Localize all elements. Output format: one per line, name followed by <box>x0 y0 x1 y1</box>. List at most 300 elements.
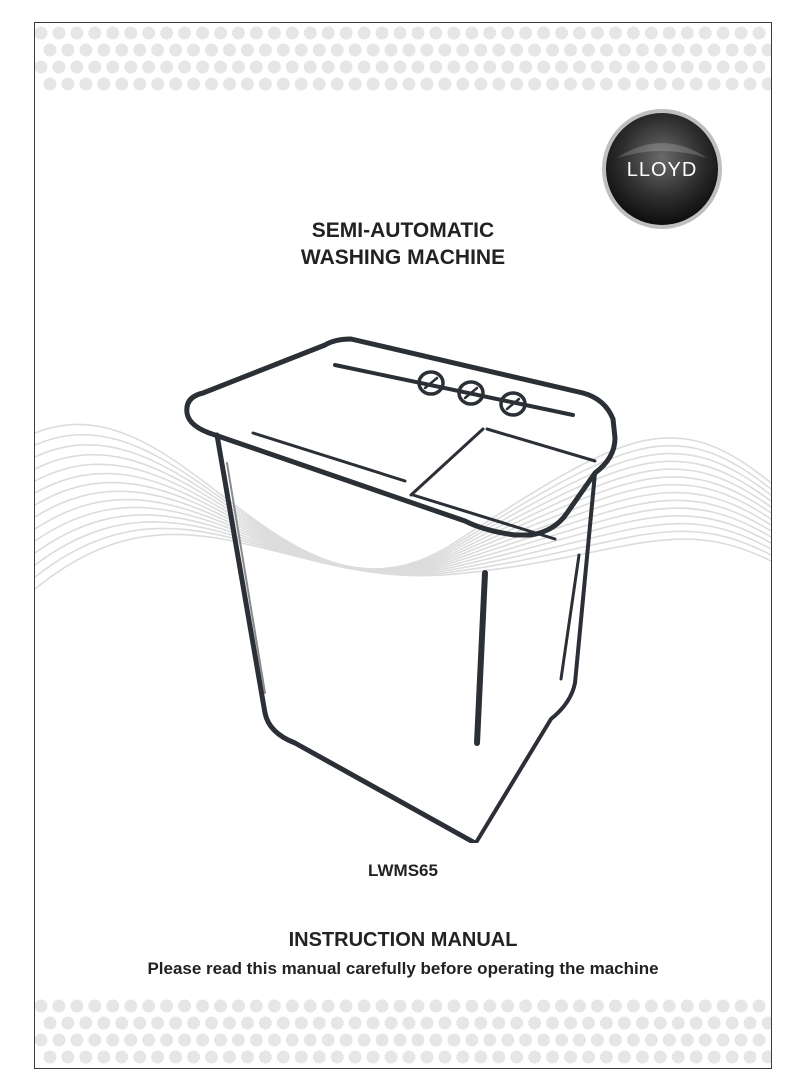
pattern-dot <box>313 1017 326 1030</box>
pattern-dot <box>187 1017 200 1030</box>
pattern-dot <box>699 27 712 40</box>
cover-title-line1: SEMI-AUTOMATIC <box>311 219 495 242</box>
pattern-dot <box>151 1017 164 1030</box>
pattern-dot <box>124 61 137 74</box>
pattern-dot <box>528 44 541 57</box>
pattern-dot <box>106 61 119 74</box>
pattern-dot <box>295 1017 308 1030</box>
pattern-dot <box>35 1000 47 1013</box>
pattern-dot <box>35 27 47 40</box>
pattern-dot <box>726 1051 739 1064</box>
pattern-dot <box>124 1034 137 1047</box>
pattern-dot <box>61 1017 74 1030</box>
pattern-dot <box>474 78 487 91</box>
pattern-dot <box>456 78 469 91</box>
pattern-dot <box>474 1051 487 1064</box>
pattern-dot <box>160 1000 173 1013</box>
pattern-dot <box>465 61 478 74</box>
pattern-dot <box>753 1034 766 1047</box>
pattern-dot <box>223 1051 236 1064</box>
pattern-dot <box>214 61 227 74</box>
pattern-dot <box>142 1000 155 1013</box>
pattern-dot <box>465 1034 478 1047</box>
pattern-dot <box>672 1051 685 1064</box>
pattern-dot <box>447 61 460 74</box>
pattern-dot <box>88 1034 101 1047</box>
pattern-dot <box>187 78 200 91</box>
pattern-dot <box>322 27 335 40</box>
pattern-dot <box>510 78 523 91</box>
pattern-dot <box>726 78 739 91</box>
pattern-dot <box>438 78 451 91</box>
pattern-dot <box>519 61 532 74</box>
pattern-dot <box>241 1017 254 1030</box>
cover-title-line2: WASHING MACHINE <box>300 246 506 269</box>
pattern-dot <box>259 1017 272 1030</box>
pattern-dot <box>169 78 182 91</box>
pattern-dot <box>367 1051 380 1064</box>
pattern-dot <box>429 61 442 74</box>
pattern-dot <box>555 1000 568 1013</box>
pattern-dot <box>537 27 550 40</box>
dot-pattern-top <box>35 23 771 95</box>
pattern-dot <box>465 1000 478 1013</box>
pattern-dot <box>322 1034 335 1047</box>
pattern-dot <box>654 1017 667 1030</box>
pattern-dot <box>447 1000 460 1013</box>
pattern-dot <box>573 61 586 74</box>
pattern-dot <box>438 44 451 57</box>
pattern-dot <box>403 44 416 57</box>
pattern-dot <box>708 1051 721 1064</box>
pattern-dot <box>456 44 469 57</box>
pattern-dot <box>304 1034 317 1047</box>
pattern-dot <box>340 1034 353 1047</box>
pattern-dot <box>708 78 721 91</box>
pattern-dot <box>151 78 164 91</box>
pattern-dot <box>699 1034 712 1047</box>
pattern-dot <box>250 1000 263 1013</box>
pattern-dot <box>196 27 209 40</box>
pattern-dot <box>367 78 380 91</box>
pattern-dot <box>241 44 254 57</box>
pattern-dot <box>241 1051 254 1064</box>
pattern-dot <box>295 1051 308 1064</box>
pattern-dot <box>600 1051 613 1064</box>
pattern-dot <box>52 61 65 74</box>
pattern-dot <box>762 44 771 57</box>
pattern-dot <box>376 1034 389 1047</box>
pattern-dot <box>609 1000 622 1013</box>
pattern-dot <box>537 1000 550 1013</box>
pattern-dot <box>133 1051 146 1064</box>
pattern-dot <box>160 61 173 74</box>
pattern-dot <box>564 1017 577 1030</box>
pattern-dot <box>394 27 407 40</box>
pattern-dot <box>618 44 631 57</box>
pattern-dot <box>313 44 326 57</box>
pattern-dot <box>573 27 586 40</box>
pattern-dot <box>223 44 236 57</box>
pattern-dot <box>169 44 182 57</box>
pattern-dot <box>376 1000 389 1013</box>
pattern-dot <box>232 1000 245 1013</box>
pattern-dot <box>744 78 757 91</box>
pattern-dot <box>501 27 514 40</box>
pattern-dot <box>618 78 631 91</box>
pattern-dot <box>411 61 424 74</box>
pattern-dot <box>277 1051 290 1064</box>
pattern-dot <box>582 78 595 91</box>
pattern-dot <box>528 1051 541 1064</box>
pattern-dot <box>52 1034 65 1047</box>
pattern-dot <box>43 78 56 91</box>
pattern-dot <box>474 44 487 57</box>
pattern-dot <box>61 1051 74 1064</box>
pattern-dot <box>97 78 110 91</box>
pattern-dot <box>232 27 245 40</box>
pattern-dot <box>394 1034 407 1047</box>
pattern-dot <box>699 1000 712 1013</box>
pattern-dot <box>349 1051 362 1064</box>
pattern-dot <box>331 78 344 91</box>
pattern-dot <box>394 1000 407 1013</box>
pattern-dot <box>573 1034 586 1047</box>
pattern-dot <box>376 27 389 40</box>
pattern-dot <box>88 61 101 74</box>
pattern-dot <box>447 1034 460 1047</box>
pattern-dot <box>636 1051 649 1064</box>
pattern-dot <box>340 61 353 74</box>
pattern-dot <box>717 27 730 40</box>
pattern-dot <box>744 44 757 57</box>
pattern-dot <box>295 44 308 57</box>
pattern-dot <box>115 1017 128 1030</box>
pattern-dot <box>268 1000 281 1013</box>
pattern-dot <box>196 1000 209 1013</box>
pattern-dot <box>88 1000 101 1013</box>
pattern-dot <box>636 44 649 57</box>
pattern-dot <box>331 44 344 57</box>
pattern-dot <box>735 1034 748 1047</box>
pattern-dot <box>385 1051 398 1064</box>
washing-machine-illustration <box>175 323 635 843</box>
pattern-dot <box>519 1000 532 1013</box>
pattern-dot <box>591 61 604 74</box>
pattern-dot <box>178 1000 191 1013</box>
pattern-dot <box>726 44 739 57</box>
pattern-dot <box>663 1000 676 1013</box>
pattern-dot <box>205 44 218 57</box>
pattern-dot <box>358 1034 371 1047</box>
pattern-dot <box>753 27 766 40</box>
pattern-dot <box>483 27 496 40</box>
pattern-dot <box>97 1017 110 1030</box>
pattern-dot <box>645 1000 658 1013</box>
pattern-dot <box>654 1051 667 1064</box>
pattern-dot <box>555 27 568 40</box>
pattern-dot <box>304 61 317 74</box>
cover-page <box>34 22 772 1069</box>
pattern-dot <box>70 27 83 40</box>
pattern-dot <box>142 27 155 40</box>
pattern-dot <box>106 1034 119 1047</box>
pattern-dot <box>429 1000 442 1013</box>
pattern-dot <box>681 1000 694 1013</box>
pattern-dot <box>573 1000 586 1013</box>
pattern-dot <box>403 1017 416 1030</box>
pattern-dot <box>762 78 771 91</box>
pattern-dot <box>70 61 83 74</box>
pattern-dot <box>474 1017 487 1030</box>
pattern-dot <box>420 1017 433 1030</box>
pattern-dot <box>501 1034 514 1047</box>
pattern-dot <box>483 61 496 74</box>
pattern-dot <box>744 1051 757 1064</box>
pattern-dot <box>124 1000 137 1013</box>
pattern-dot <box>627 1034 640 1047</box>
pattern-dot <box>349 78 362 91</box>
pattern-dot <box>35 61 47 74</box>
pattern-dot <box>52 1000 65 1013</box>
pattern-dot <box>160 1034 173 1047</box>
pattern-dot <box>340 1000 353 1013</box>
pattern-dot <box>286 1000 299 1013</box>
pattern-dot <box>609 27 622 40</box>
pattern-dot <box>465 27 478 40</box>
pattern-dot <box>663 1034 676 1047</box>
pattern-dot <box>744 1017 757 1030</box>
pattern-dot <box>582 1017 595 1030</box>
pattern-dot <box>654 44 667 57</box>
pattern-dot <box>70 1000 83 1013</box>
pattern-dot <box>322 61 335 74</box>
pattern-dot <box>133 1017 146 1030</box>
pattern-dot <box>259 1051 272 1064</box>
pattern-dot <box>618 1051 631 1064</box>
pattern-dot <box>142 61 155 74</box>
pattern-dot <box>277 44 290 57</box>
lloyd-logo <box>601 108 723 230</box>
pattern-dot <box>178 61 191 74</box>
pattern-dot <box>79 1017 92 1030</box>
pattern-dot <box>223 1017 236 1030</box>
pattern-dot <box>304 1000 317 1013</box>
pattern-dot <box>214 1034 227 1047</box>
pattern-dot <box>250 1034 263 1047</box>
pattern-dot <box>600 44 613 57</box>
pattern-dot <box>726 1017 739 1030</box>
pattern-dot <box>187 44 200 57</box>
pattern-dot <box>762 1017 771 1030</box>
pattern-dot <box>420 1051 433 1064</box>
pattern-dot <box>331 1017 344 1030</box>
pattern-dot <box>169 1051 182 1064</box>
pattern-dot <box>286 27 299 40</box>
pattern-dot <box>232 1034 245 1047</box>
pattern-dot <box>394 61 407 74</box>
pattern-dot <box>546 1051 559 1064</box>
pattern-dot <box>385 44 398 57</box>
pattern-dot <box>735 27 748 40</box>
pattern-dot <box>735 61 748 74</box>
pattern-dot <box>429 27 442 40</box>
pattern-dot <box>717 1000 730 1013</box>
pattern-dot <box>115 78 128 91</box>
pattern-dot <box>214 27 227 40</box>
pattern-dot <box>403 1051 416 1064</box>
pattern-dot <box>259 44 272 57</box>
pattern-dot <box>250 27 263 40</box>
pattern-dot <box>313 1051 326 1064</box>
pattern-dot <box>420 44 433 57</box>
pattern-dot <box>205 1051 218 1064</box>
pattern-dot <box>376 61 389 74</box>
pattern-dot <box>618 1017 631 1030</box>
pattern-dot <box>564 78 577 91</box>
pattern-dot <box>717 1034 730 1047</box>
pattern-dot <box>79 44 92 57</box>
pattern-dot <box>88 27 101 40</box>
pattern-dot <box>690 44 703 57</box>
pattern-dot <box>627 27 640 40</box>
pattern-dot <box>546 1017 559 1030</box>
pattern-dot <box>528 78 541 91</box>
pattern-dot <box>169 1017 182 1030</box>
pattern-dot <box>600 78 613 91</box>
pattern-dot <box>313 78 326 91</box>
pattern-dot <box>61 44 74 57</box>
pattern-dot <box>268 61 281 74</box>
pattern-dot <box>142 1034 155 1047</box>
pattern-dot <box>681 27 694 40</box>
pattern-dot <box>627 61 640 74</box>
pattern-dot <box>187 1051 200 1064</box>
pattern-dot <box>43 1017 56 1030</box>
pattern-dot <box>304 27 317 40</box>
pattern-dot <box>510 1051 523 1064</box>
pattern-dot <box>645 61 658 74</box>
pattern-dot <box>645 27 658 40</box>
pattern-dot <box>681 1034 694 1047</box>
pattern-dot <box>133 78 146 91</box>
pattern-dot <box>79 78 92 91</box>
pattern-dot <box>690 1017 703 1030</box>
pattern-dot <box>663 61 676 74</box>
pattern-dot <box>609 61 622 74</box>
pattern-dot <box>277 78 290 91</box>
pattern-dot <box>546 44 559 57</box>
pattern-dot <box>115 44 128 57</box>
pattern-dot <box>582 1051 595 1064</box>
pattern-dot <box>591 27 604 40</box>
pattern-dot <box>286 1034 299 1047</box>
pattern-dot <box>340 27 353 40</box>
pattern-dot <box>654 78 667 91</box>
pattern-dot <box>591 1000 604 1013</box>
pattern-dot <box>52 27 65 40</box>
pattern-dot <box>663 27 676 40</box>
pattern-dot <box>196 1034 209 1047</box>
pattern-dot <box>555 1034 568 1047</box>
pattern-dot <box>61 78 74 91</box>
pattern-dot <box>214 1000 227 1013</box>
pattern-dot <box>717 61 730 74</box>
pattern-dot <box>645 1034 658 1047</box>
pattern-dot <box>411 1034 424 1047</box>
pattern-dot <box>358 61 371 74</box>
pattern-dot <box>501 1000 514 1013</box>
pattern-dot <box>429 1034 442 1047</box>
pattern-dot <box>411 1000 424 1013</box>
pattern-dot <box>537 61 550 74</box>
pattern-dot <box>528 1017 541 1030</box>
pattern-dot <box>492 1051 505 1064</box>
pattern-dot <box>753 1000 766 1013</box>
pattern-dot <box>672 1017 685 1030</box>
pattern-dot <box>151 1051 164 1064</box>
pattern-dot <box>196 61 209 74</box>
pattern-dot <box>133 44 146 57</box>
pattern-dot <box>600 1017 613 1030</box>
pattern-dot <box>510 44 523 57</box>
pattern-dot <box>124 27 137 40</box>
pattern-dot <box>708 44 721 57</box>
pattern-dot <box>178 1034 191 1047</box>
pattern-dot <box>205 1017 218 1030</box>
pattern-dot <box>735 1000 748 1013</box>
pattern-dot <box>106 27 119 40</box>
pattern-dot <box>97 44 110 57</box>
pattern-dot <box>241 78 254 91</box>
dot-pattern-bottom <box>35 996 771 1068</box>
pattern-dot <box>438 1051 451 1064</box>
pattern-dot <box>699 61 712 74</box>
svg-text:LLOYD: LLOYD <box>626 159 698 181</box>
pattern-dot <box>591 1034 604 1047</box>
pattern-dot <box>367 44 380 57</box>
pattern-dot <box>564 1051 577 1064</box>
pattern-dot <box>43 44 56 57</box>
pattern-dot <box>286 61 299 74</box>
pattern-dot <box>564 44 577 57</box>
pattern-dot <box>708 1017 721 1030</box>
pattern-dot <box>331 1051 344 1064</box>
pattern-dot <box>205 78 218 91</box>
pattern-dot <box>483 1000 496 1013</box>
pattern-dot <box>690 78 703 91</box>
pattern-dot <box>447 27 460 40</box>
pattern-dot <box>537 1034 550 1047</box>
pattern-dot <box>501 61 514 74</box>
pattern-dot <box>420 78 433 91</box>
pattern-dot <box>97 1051 110 1064</box>
pattern-dot <box>349 44 362 57</box>
pattern-dot <box>295 78 308 91</box>
pattern-dot <box>411 27 424 40</box>
pattern-dot <box>456 1051 469 1064</box>
pattern-dot <box>546 78 559 91</box>
pattern-dot <box>322 1000 335 1013</box>
pattern-dot <box>385 1017 398 1030</box>
pattern-dot <box>438 1017 451 1030</box>
pattern-dot <box>358 1000 371 1013</box>
pattern-dot <box>43 1051 56 1064</box>
pattern-dot <box>160 27 173 40</box>
pattern-dot <box>690 1051 703 1064</box>
pattern-dot <box>367 1017 380 1030</box>
pattern-dot <box>672 78 685 91</box>
